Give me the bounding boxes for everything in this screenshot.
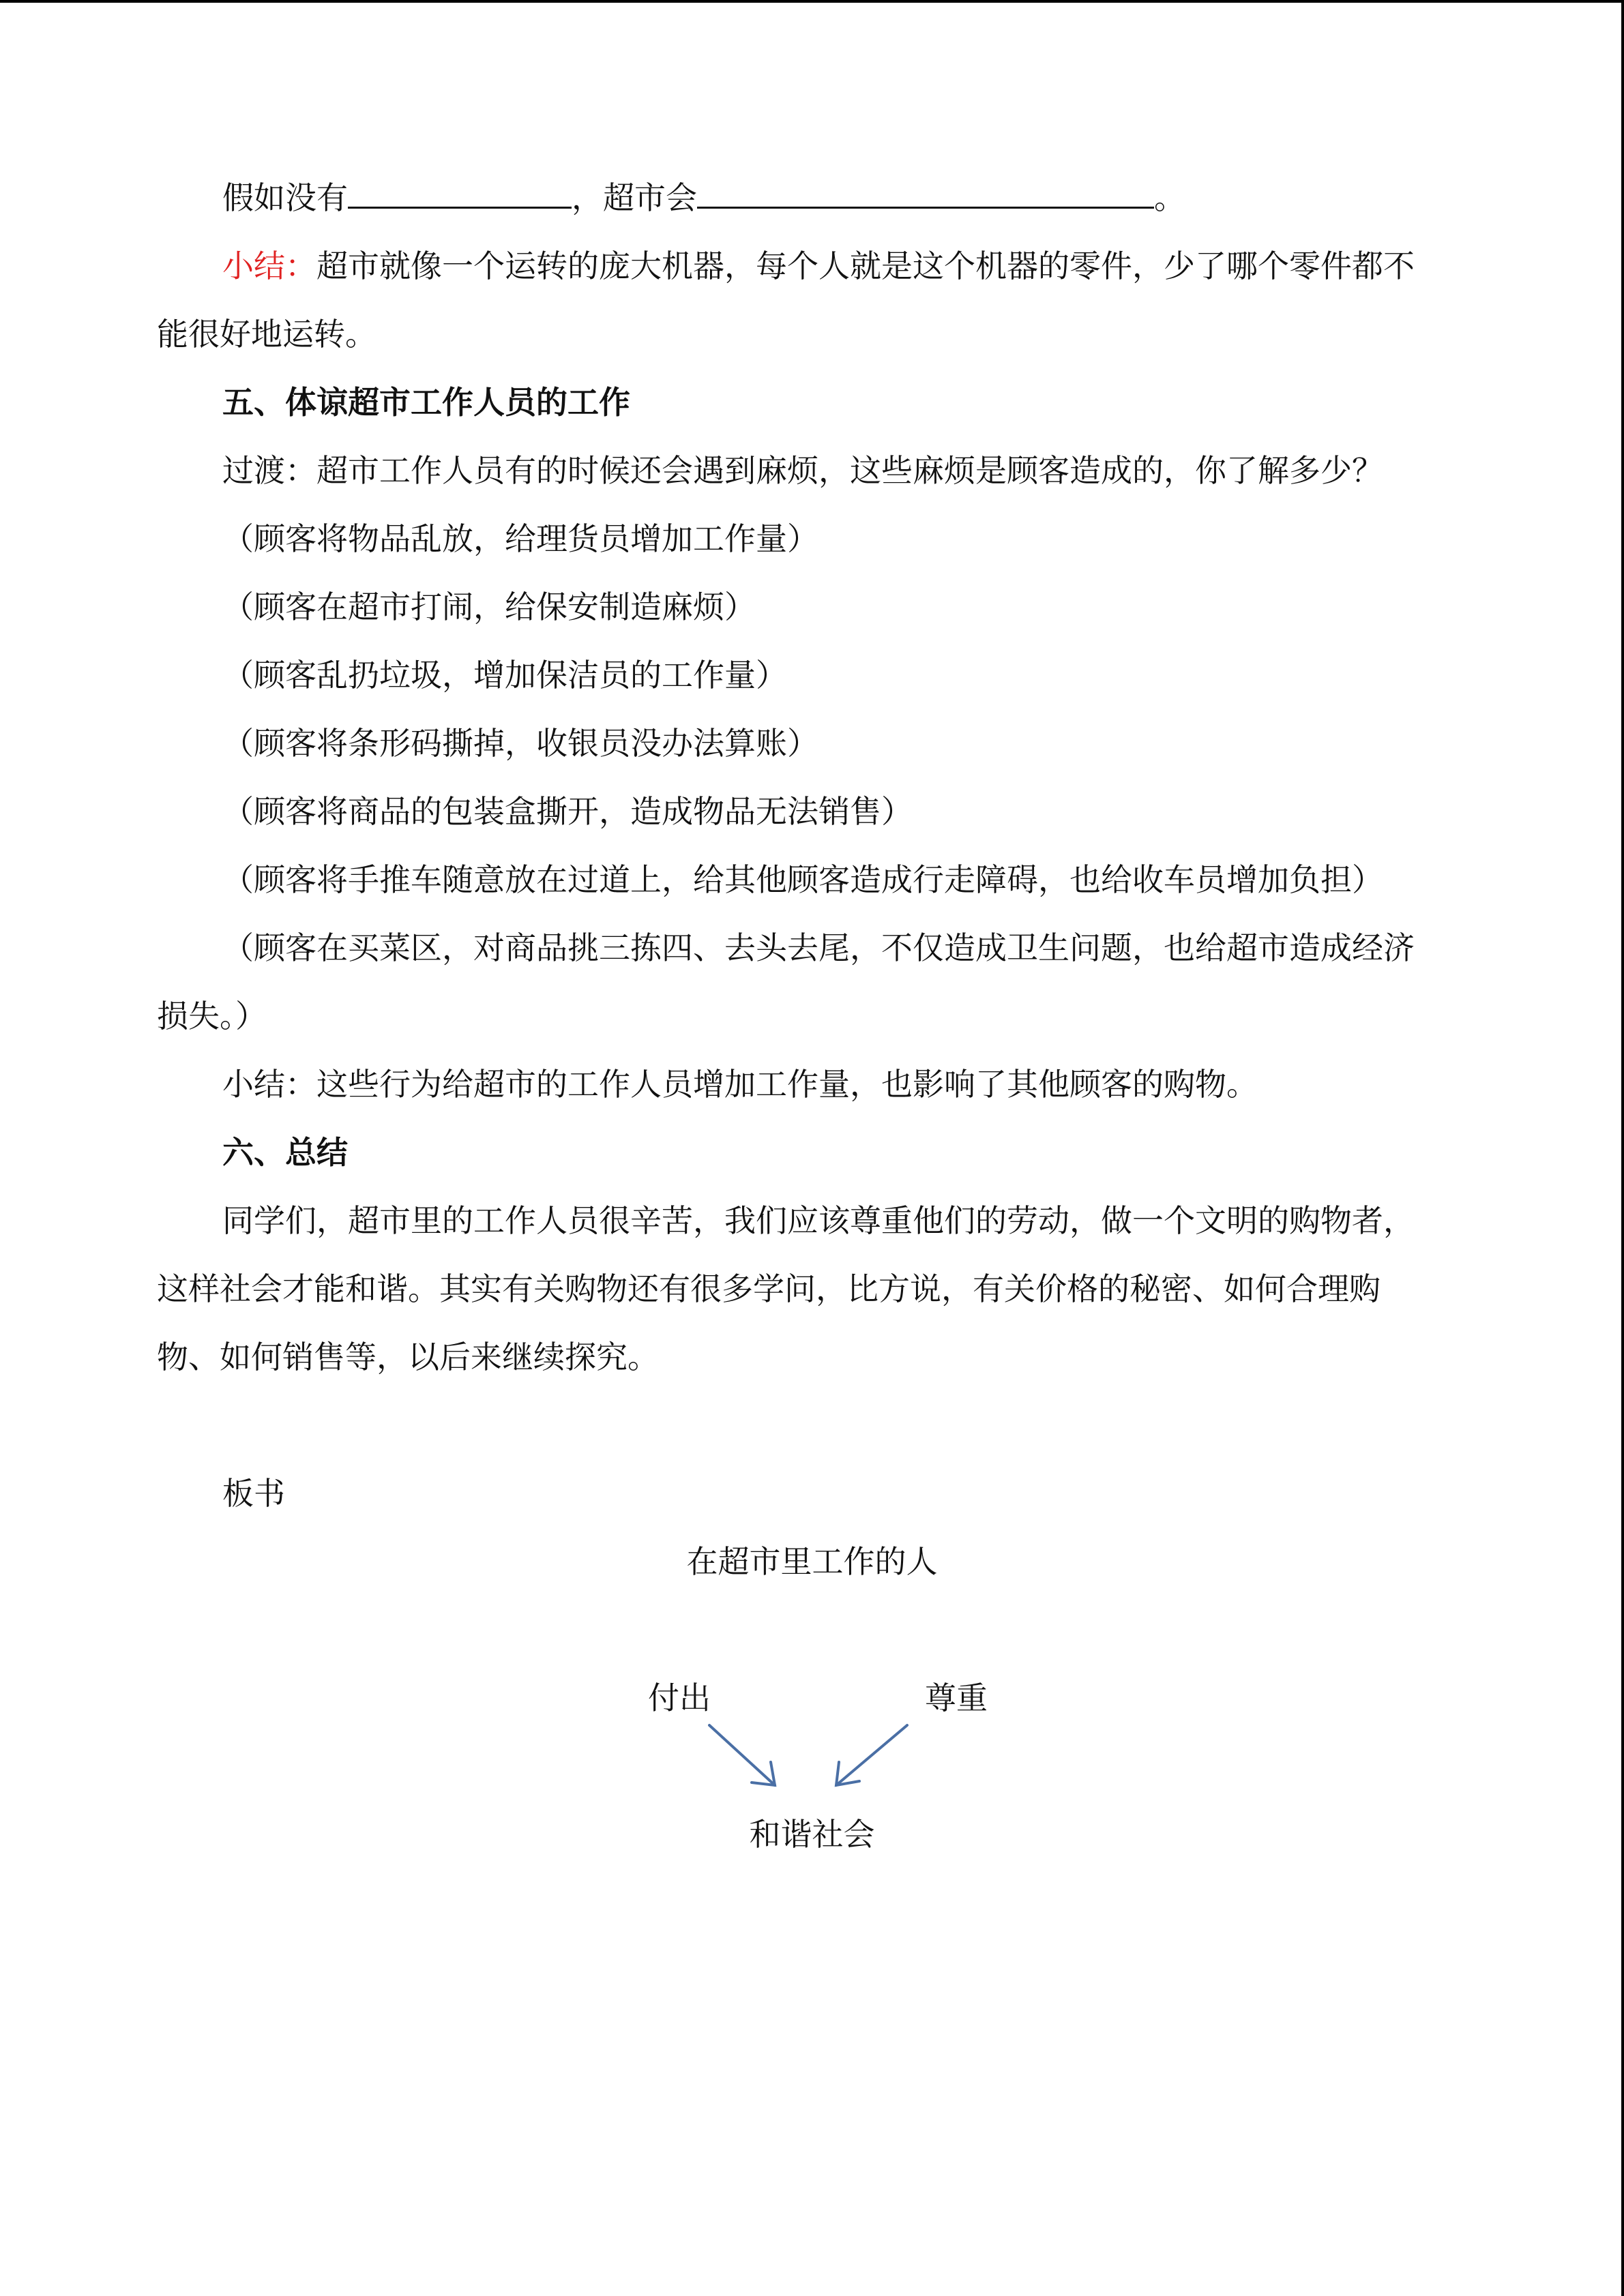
summary-1-label: 小结： xyxy=(222,248,316,284)
section-6-line-1: 同学们，超市里的工作人员很辛苦，我们应该尊重他们的劳动，做一个文明的购物者， xyxy=(222,1202,1415,1239)
section-6-line-3: 物、如何销售等，以后来继续探究。 xyxy=(157,1339,659,1375)
list-item: （顾客将商品的包装盒撕开，造成物品无法销售） xyxy=(222,793,913,830)
summary-1-text: 超市就像一个运转的庞大机器，每个人就是这个机器的零件，少了哪个零件都不 xyxy=(316,248,1415,284)
blank-suffix: 。 xyxy=(1154,179,1185,216)
section-6-heading: 六、总结 xyxy=(222,1134,348,1171)
board-left-word: 付出 xyxy=(648,1680,711,1716)
section-5-summary: 小结：这些行为给超市的工作人员增加工作量，也影响了其他顾客的购物。 xyxy=(222,1066,1258,1103)
board-title: 在超市里工作的人 xyxy=(686,1543,938,1580)
summary-1-line-2: 能很好地运转。 xyxy=(157,316,377,353)
blank-middle: ，超市会 xyxy=(572,179,697,216)
section-5-transition: 过渡：超市工作人员有的时候还会遇到麻烦，这些麻烦是顾客造成的，你了解多少？ xyxy=(222,452,1383,489)
list-item: （顾客将手推车随意放在过道上，给其他顾客造成行走障碍，也给收车员增加负担） xyxy=(222,861,1383,898)
list-item: （顾客将条形码撕掉，收银员没办法算账） xyxy=(222,725,818,762)
board-right-word: 尊重 xyxy=(925,1680,988,1716)
blank-prefix: 假如没有 xyxy=(222,179,348,216)
list-item: （顾客将物品乱放，给理货员增加工作量） xyxy=(222,520,818,557)
board-bottom-word: 和谐社会 xyxy=(749,1816,875,1853)
arrow-right-shaft xyxy=(836,1725,907,1785)
board-label: 板书 xyxy=(222,1475,285,1512)
arrow-left-shaft xyxy=(709,1725,775,1785)
list-item-7-line-2: 损失。） xyxy=(157,998,267,1034)
list-item-7-line-1: （顾客在买菜区，对商品挑三拣四、去头去尾，不仅造成卫生问题，也给超市造成经济 xyxy=(222,929,1415,966)
list-item: （顾客在超市打闹，给保安制造麻烦） xyxy=(222,588,756,625)
list-item: （顾客乱扔垃圾，增加保洁员的工作量） xyxy=(222,657,787,694)
section-6-line-2: 这样社会才能和谐。其实有关购物还有很多学问，比方说，有关价格的秘密、如何合理购 xyxy=(157,1270,1381,1307)
section-5-heading: 五、体谅超市工作人员的工作 xyxy=(222,384,630,421)
